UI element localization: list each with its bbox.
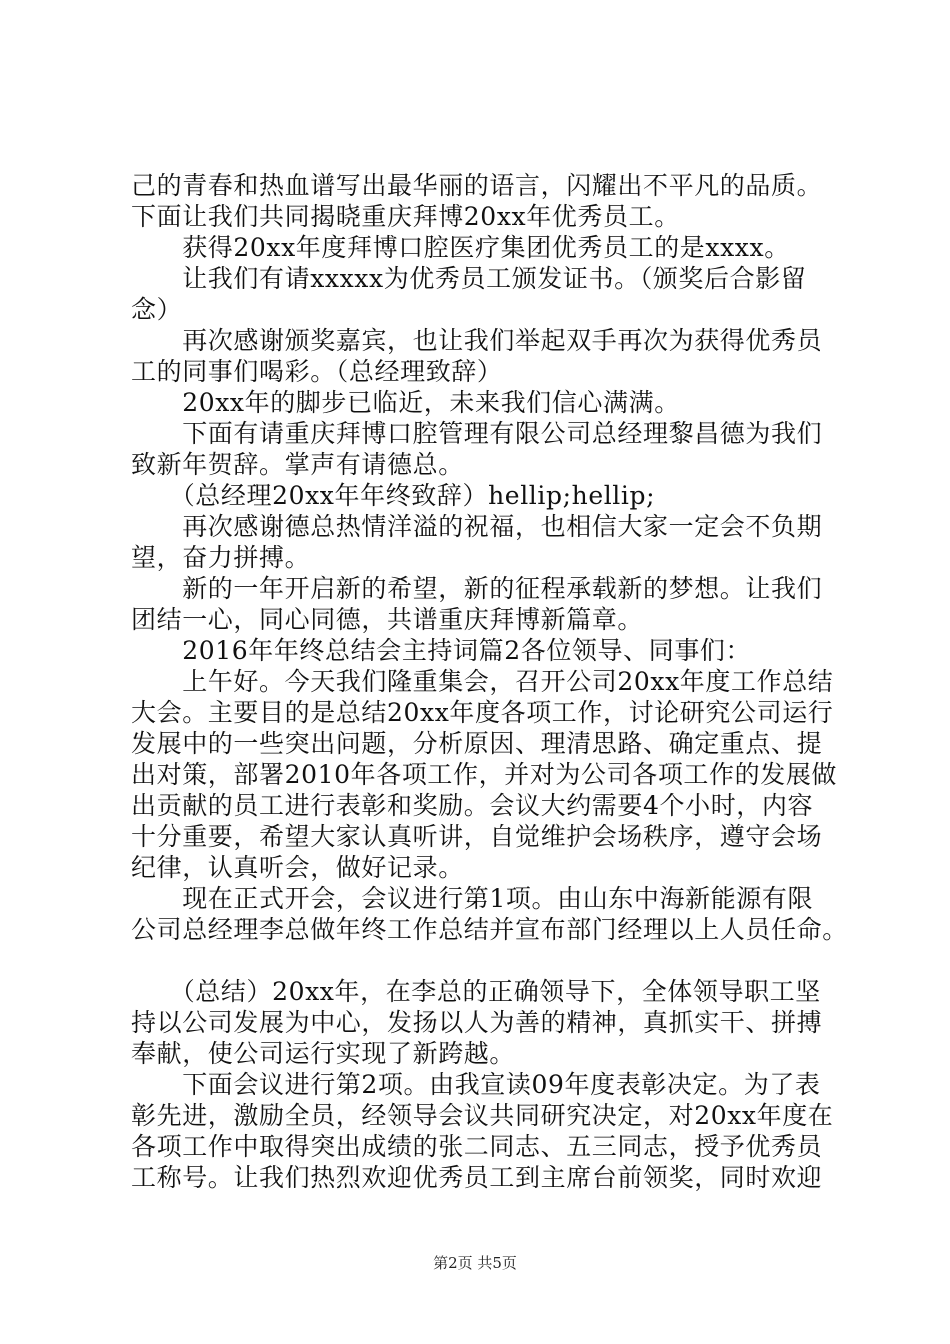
text-line: 纪律，认真听会，做好记录。 (131, 853, 464, 882)
text-line: 下面让我们共同揭晓重庆拜博20xx年优秀员工。 (131, 202, 680, 231)
text-line: 上午好。今天我们隆重集会，召开公司20xx年度工作总结 (131, 667, 834, 696)
page-number-footer: 第2页 共5页 (433, 1254, 517, 1272)
text-line: 公司总经理李总做年终工作总结并宣布部门经理以上人员任命。 (131, 915, 848, 944)
text-line: 2016年年终总结会主持词篇2各位领导、同事们： (131, 636, 752, 665)
text-line: 下面有请重庆拜博口腔管理有限公司总经理黎昌德为我们 (131, 419, 823, 448)
text-line: 出贡献的员工进行表彰和奖励。会议大约需要4个小时，内容 (131, 791, 814, 820)
text-line: 望，奋力拼搏。 (131, 543, 311, 572)
text-line: 获得20xx年度拜博口腔医疗集团优秀员工的是xxxx。 (131, 233, 790, 262)
text-line: 十分重要，希望大家认真听讲，自觉维护会场秩序，遵守会场 (131, 822, 823, 851)
text-line: 让我们有请xxxxx为优秀员工颁发证书。（颁奖后合影留 (131, 264, 807, 293)
text-line: 出对策，部署2010年各项工作，并对为公司各项工作的发展做 (131, 760, 838, 789)
text-line: 20xx年的脚步已临近，未来我们信心满满。 (131, 388, 680, 417)
text-line: 各项工作中取得突出成绩的张二同志、五三同志，授予优秀员 (131, 1132, 823, 1161)
text-line: （总经理20xx年年终致辞）hellip;hellip; (131, 481, 656, 510)
text-line: 工称号。让我们热烈欢迎优秀员工到主席台前领奖，同时欢迎 (131, 1163, 823, 1192)
text-line: 再次感谢德总热情洋溢的祝福，也相信大家一定会不负期 (131, 512, 823, 541)
text-line: 工的同事们喝彩。（总经理致辞） (131, 357, 503, 386)
document-body (131, 170, 848, 1193)
text-line: 新的一年开启新的希望，新的征程承载新的梦想。让我们 (131, 574, 823, 603)
text-line: 发展中的一些突出问题，分析原因、理清思路、确定重点、提 (131, 729, 823, 758)
text-line: （总结）20xx年，在李总的正确领导下，全体领导职工坚 (131, 977, 821, 1006)
text-line: 念） (131, 295, 183, 324)
text-line: 再次感谢颁奖嘉宾，也让我们举起双手再次为获得优秀员 (131, 326, 823, 355)
text-line: 团结一心，同心同德，共谱重庆拜博新篇章。 (131, 605, 644, 634)
text-line: 彰先进，激励全员，经领导会议共同研究决定，对20xx年度在 (131, 1101, 834, 1130)
text-line: 持以公司发展为中心，发扬以人为善的精神，真抓实干、拼搏 (131, 1008, 823, 1037)
text-line: 己的青春和热血谱写出最华丽的语言，闪耀出不平凡的品质。 (131, 171, 823, 200)
text-line: 下面会议进行第2项。由我宣读09年度表彰决定。为了表 (131, 1070, 821, 1099)
text-line: 奉献，使公司运行实现了新跨越。 (131, 1039, 516, 1068)
text-line: 致新年贺辞。掌声有请德总。 (131, 450, 464, 479)
text-line: 大会。主要目的是总结20xx年度各项工作，讨论研究公司运行 (131, 698, 834, 727)
text-line: 现在正式开会，会议进行第1项。由山东中海新能源有限 (131, 884, 814, 913)
paragraph-gap (131, 945, 841, 976)
